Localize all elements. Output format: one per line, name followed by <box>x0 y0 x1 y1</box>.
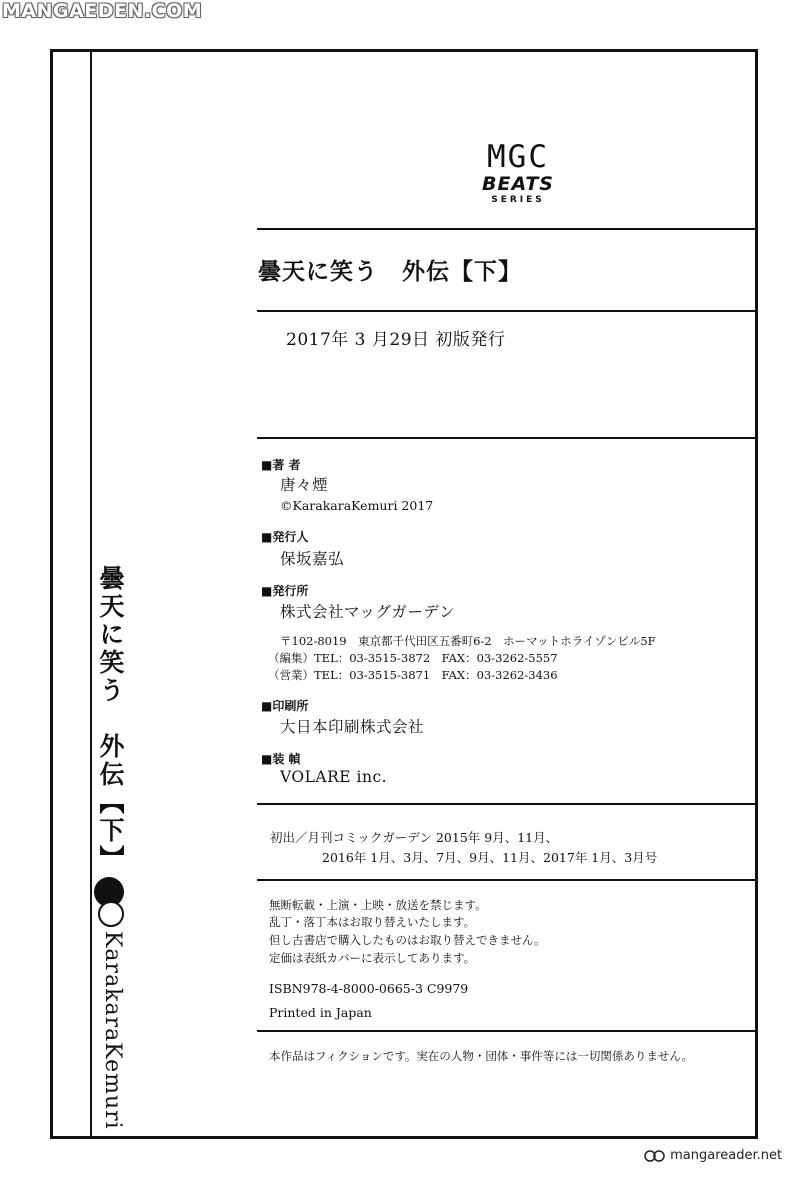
notice-line: 乱丁・落丁本はお取り替えいたします。 <box>269 915 476 929</box>
notice-line: 但し古書店で購入したものはお取り替えできません。 <box>269 933 546 947</box>
divider <box>257 879 757 881</box>
logo-mgc: MGC <box>487 139 549 175</box>
spine-author: KarakaraKemuri <box>100 931 125 1130</box>
isbn: ISBN978-4-8000-0665-3 C9979 <box>269 981 469 996</box>
printer-name: 大日本印刷株式会社 <box>280 718 425 736</box>
design-name: VOLARE inc. <box>280 768 388 786</box>
editorial-contact: （編集）TEL：03-3515-3872 FAX：03-3262-5557 <box>268 651 558 665</box>
logo-beats: BEATS <box>482 173 554 195</box>
publisher-name: 株式会社マッグガーデン <box>280 603 456 621</box>
author-name: 唐々煙 <box>280 476 329 494</box>
divider <box>257 1030 757 1032</box>
divider <box>257 803 757 805</box>
notice-line: 定価は表紙カバーに表示してあります。 <box>269 951 476 965</box>
copyright: ©KarakaraKemuri 2017 <box>280 498 434 513</box>
publisher-label: ■発行所 <box>261 584 309 598</box>
first-appearance-line1: 初出／月刊コミックガーデン 2015年 9月、11月、 <box>270 830 559 845</box>
publication-date: 2017年 3 月29日 初版発行 <box>286 330 506 350</box>
sales-contact: （営業）TEL：03-3515-3871 FAX：03-3262-3436 <box>268 668 558 682</box>
publisher-address: 〒102-8019 東京都千代田区五番町6-2 ホーマットホライゾンビル5F <box>280 634 656 648</box>
divider <box>257 310 757 312</box>
notice-line: 無断転載・上演・上映・放送を禁じます。 <box>269 898 487 912</box>
fiction-disclaimer: 本作品はフィクションです。実在の人物・団体・事件等には一切関係ありません。 <box>269 1049 694 1063</box>
spine-title: 曇天に笑う 外伝【下】 <box>96 565 125 873</box>
logo-series: SERIES <box>491 195 545 205</box>
author-label: ■著 者 <box>261 458 301 472</box>
divider <box>257 437 757 439</box>
printed-in: Printed in Japan <box>269 1005 372 1020</box>
first-appearance-line2: 2016年 1月、3月、7月、9月、11月、2017年 1月、3月号 <box>322 850 658 865</box>
book-title: 曇天に笑う 外伝【下】 <box>258 259 522 285</box>
publisher-person: 保坂嘉弘 <box>280 550 345 568</box>
design-label: ■装 幀 <box>261 752 301 766</box>
publisher-person-label: ■発行人 <box>261 530 309 544</box>
divider <box>257 228 757 230</box>
watermark-bottom <box>644 1148 782 1163</box>
mangareader-logo-icon <box>644 1149 666 1163</box>
watermark-top: MANGAEDEN.COM <box>2 0 203 22</box>
printer-label: ■印刷所 <box>261 699 309 713</box>
watermark-bottom-text: mangareader.net <box>670 1148 783 1163</box>
